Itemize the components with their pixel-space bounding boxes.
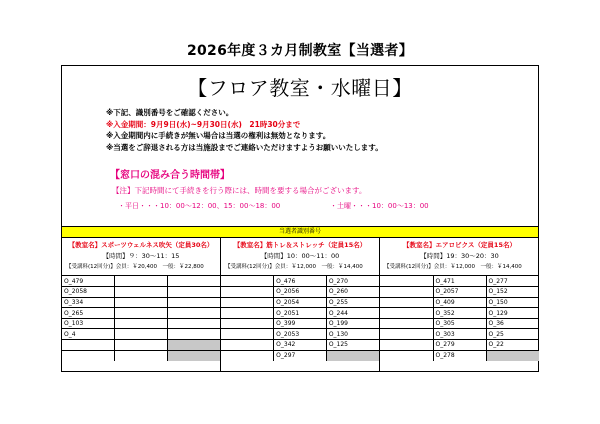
class-column: [221, 238, 380, 372]
table-row: [62, 308, 220, 319]
winner-id-cell: [221, 308, 274, 319]
winner-id-cell: O_2056: [274, 287, 327, 298]
table-row: [62, 287, 220, 298]
crowded-hours-times: [118, 201, 429, 211]
class-time: 【時間】19：30～20：30: [420, 252, 499, 260]
winner-id-cell: [62, 350, 115, 361]
table-row: [221, 276, 379, 287]
winner-id-cell: [380, 329, 433, 340]
winner-id-cell: [221, 340, 274, 351]
class-fee: 【受講料(12回分)】会員：￥20,400 一般：￥22,800: [66, 264, 204, 270]
winner-id-cell: [167, 297, 220, 308]
table-row: [221, 350, 379, 361]
winner-id-cell: [221, 276, 274, 287]
winner-id-cell: [167, 318, 220, 329]
winner-id-cell: O_4: [62, 329, 115, 340]
page-title: 2026年度３カ月制教室【当選者】: [186, 43, 414, 59]
class-header: [62, 238, 220, 276]
table-row: [380, 318, 539, 329]
saturday-hours: ・土曜・・・10：00～13：00: [330, 202, 429, 210]
table-row: [62, 276, 220, 287]
winner-id-cell: [115, 308, 168, 319]
winner-id-cell: [167, 350, 220, 361]
note-invalid: ※入金期間内に手続きが無い場合は当選の権利は無効となります。: [106, 131, 331, 140]
table-row: [380, 350, 539, 361]
table-row: [62, 297, 220, 308]
note-payment-period: ※入金期間：9月9日(水)~9月30日(水) 21時30分まで: [106, 119, 301, 129]
winner-id-cell: O_130: [326, 329, 379, 340]
winner-id-band: 当選者識別番号: [62, 226, 538, 238]
class-column: [62, 238, 221, 372]
winner-id-table: [62, 276, 220, 361]
class-time: 【時間】９：30～11：15: [102, 252, 180, 260]
winner-id-cell: [221, 329, 274, 340]
weekday-hours: ・平日・・・10：00～12：00、15：00～18：00: [118, 202, 281, 210]
winner-id-cell: [167, 287, 220, 298]
table-row: [62, 329, 220, 340]
class-column: [380, 238, 539, 372]
winner-id-cell: [115, 276, 168, 287]
winner-id-cell: O_471: [433, 276, 486, 287]
class-time: 【時間】10：00～11：00: [260, 252, 340, 260]
crowded-hours-title: 【窓口の混み合う時間帯】: [110, 170, 230, 181]
table-row: [380, 329, 539, 340]
winner-id-cell: O_278: [433, 350, 486, 361]
class-header: [221, 238, 379, 276]
winner-id-cell: O_152: [486, 287, 539, 298]
winner-id-cell: [221, 297, 274, 308]
table-row: [62, 318, 220, 329]
winner-id-cell: [221, 350, 274, 361]
winner-id-cell: [115, 350, 168, 361]
class-fee: 【受講料(12回分)】会員：￥12,000 一般：￥14,400: [384, 264, 522, 270]
winner-id-cell: O_22: [486, 340, 539, 351]
class-name: 【教室名】エアロビクス（定員15名）: [403, 241, 516, 249]
class-header: [380, 238, 539, 276]
winner-id-cell: O_2053: [274, 329, 327, 340]
table-row: [221, 318, 379, 329]
table-row: [380, 340, 539, 351]
winner-id-cell: [115, 318, 168, 329]
table-row: [221, 329, 379, 340]
table-row: [380, 308, 539, 319]
winner-id-cell: [115, 287, 168, 298]
winner-id-cell: O_279: [433, 340, 486, 351]
winner-id-cell: O_2057: [433, 287, 486, 298]
winner-id-cell: O_199: [326, 318, 379, 329]
winner-id-cell: [380, 318, 433, 329]
winner-id-cell: O_125: [326, 340, 379, 351]
table-row: [221, 308, 379, 319]
winner-id-cell: O_409: [433, 297, 486, 308]
winner-id-cell: O_244: [326, 308, 379, 319]
winner-id-cell: O_399: [274, 318, 327, 329]
winner-id-cell: O_2058: [62, 287, 115, 298]
announcement-frame: [61, 65, 539, 372]
winner-id-cell: O_255: [326, 297, 379, 308]
winner-id-cell: O_305: [433, 318, 486, 329]
winner-id-cell: O_270: [326, 276, 379, 287]
class-name: 【教室名】スポーツウェルネス吹矢（定員30名）: [68, 241, 214, 249]
table-row: [380, 287, 539, 298]
winner-id-cell: [167, 329, 220, 340]
winner-id-cell: [326, 350, 379, 361]
winner-id-cell: [380, 340, 433, 351]
winner-id-cell: [115, 297, 168, 308]
winner-id-cell: [62, 340, 115, 351]
winner-id-cell: O_352: [433, 308, 486, 319]
winner-id-cell: O_297: [274, 350, 327, 361]
table-row: [62, 340, 220, 351]
winner-id-cell: [167, 308, 220, 319]
table-row: [380, 297, 539, 308]
winner-id-cell: O_277: [486, 276, 539, 287]
classroom-heading: 【フロア教室・水曜日】: [187, 76, 413, 100]
table-row: [221, 297, 379, 308]
winner-id-cell: [380, 308, 433, 319]
winner-id-cell: [486, 350, 539, 361]
winner-id-cell: O_2054: [274, 297, 327, 308]
winner-id-cell: O_479: [62, 276, 115, 287]
winner-id-cell: O_303: [433, 329, 486, 340]
notes-block: [106, 107, 383, 153]
winner-id-cell: O_260: [326, 287, 379, 298]
winner-id-cell: O_2051: [274, 308, 327, 319]
class-fee: 【受講料(12回分)】会員：￥12,000 一般：￥14,400: [225, 264, 363, 270]
winner-id-cell: [380, 350, 433, 361]
winner-id-cell: O_334: [62, 297, 115, 308]
winner-id-cell: [115, 340, 168, 351]
winner-id-table: [380, 276, 539, 361]
table-row: [221, 340, 379, 351]
winner-id-cell: O_36: [486, 318, 539, 329]
note-decline: ※当選をご辞退される方は当施設までご連絡いただけますようお願いいたします。: [106, 142, 383, 152]
winner-id-cell: [167, 340, 220, 351]
winner-id-cell: [167, 276, 220, 287]
table-row: [221, 287, 379, 298]
winner-id-cell: O_342: [274, 340, 327, 351]
winner-id-cell: [380, 276, 433, 287]
winner-id-cell: [380, 297, 433, 308]
winner-id-cell: [380, 287, 433, 298]
note-check-number: ※下記、識別番号をご確認ください。: [106, 108, 234, 117]
winner-id-cell: O_265: [62, 308, 115, 319]
crowded-hours-note: 【注】下記時間にて手続きを行う際には、時間を要する場合がございます。: [112, 186, 367, 195]
winner-id-cell: O_103: [62, 318, 115, 329]
winner-id-cell: [221, 287, 274, 298]
winner-id-cell: [221, 318, 274, 329]
class-name: 【教室名】筋トレ＆ストレッチ（定員15名）: [233, 241, 367, 249]
winner-id-cell: O_150: [486, 297, 539, 308]
winner-id-cell: O_25: [486, 329, 539, 340]
table-row: [62, 350, 220, 361]
table-row: [380, 276, 539, 287]
winner-id-cell: [115, 329, 168, 340]
winner-id-cell: O_476: [274, 276, 327, 287]
winner-id-cell: O_129: [486, 308, 539, 319]
winner-id-table: [221, 276, 379, 361]
